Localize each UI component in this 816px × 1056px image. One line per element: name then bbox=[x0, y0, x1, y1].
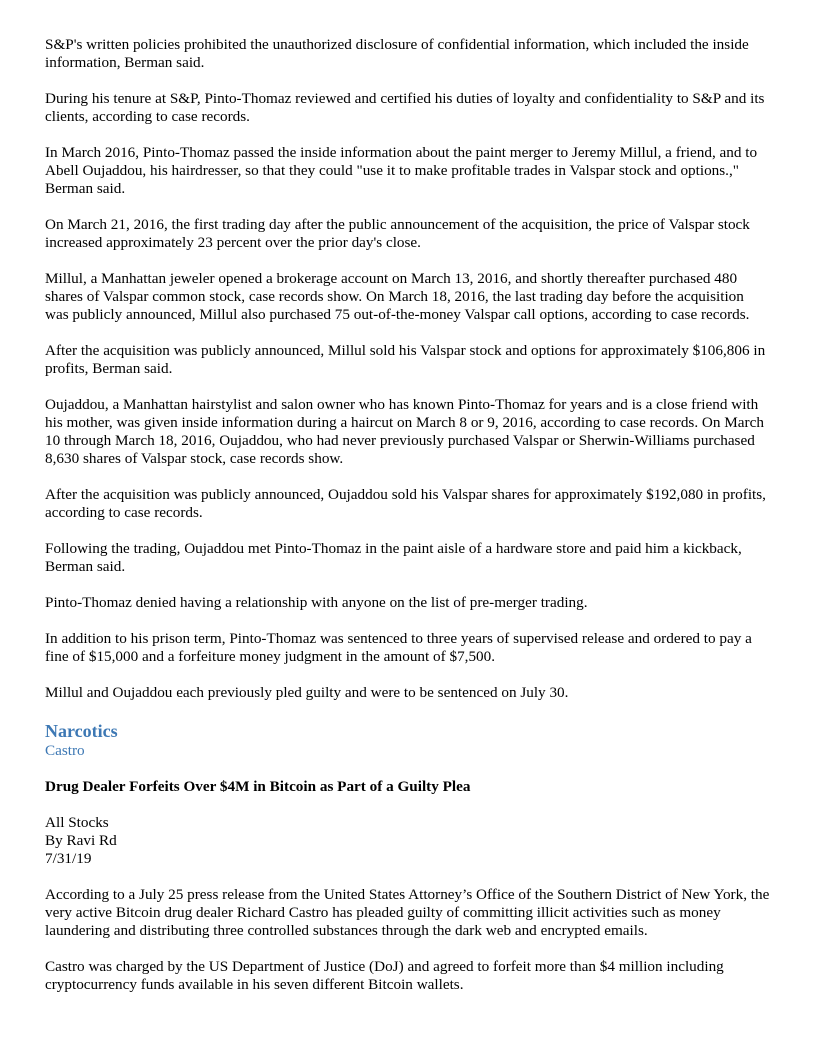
section-heading: Narcotics bbox=[45, 721, 118, 741]
paragraph: S&P's written policies prohibited the unauthorized disclosure of confidential information, which included the inside information, Berman said. bbox=[45, 36, 749, 71]
paragraph: Following the trading, Oujaddou met Pinto-Thomaz in the paint aisle of a hardware store and paid him a kickback, Berman said. bbox=[45, 540, 742, 575]
paragraph: On March 21, 2016, the first trading day after the public announcement of the acquisition, the price of Valspar stock increased approximately 23 percent over the prior day's close. bbox=[45, 216, 750, 251]
section-header bbox=[45, 720, 771, 760]
paragraph: Millul, a Manhattan jeweler opened a brokerage account on March 13, 2016, and shortly thereafter purchased 480 shares of Valspar common stock, case records show. On March 18, 2016, the last trading day before the acquisition was publicly announced, Millul also purchased 75 out-of-the-money Valspar call options, according to case records. bbox=[45, 270, 750, 323]
article bbox=[45, 778, 771, 994]
paragraph: According to a July 25 press release from the United States Attorney’s Office of the Southern District of New York, the very active Bitcoin drug dealer Richard Castro has pleaded guilty of committing illicit activities such as money laundering and distributing three controlled substances through the dark web and encrypted emails. bbox=[45, 886, 770, 939]
paragraph: Millul and Oujaddou each previously pled guilty and were to be sentenced on July 30. bbox=[45, 684, 569, 701]
article-source: All Stocks bbox=[45, 814, 109, 831]
paragraph: After the acquisition was publicly announced, Oujaddou sold his Valspar shares for approximately $192,080 in profits, according to case records. bbox=[45, 486, 766, 521]
section-subheading: Castro bbox=[45, 742, 85, 759]
paragraph: Oujaddou, a Manhattan hairstylist and salon owner who has known Pinto-Thomaz for years and is a close friend with his mother, was given inside information during a haircut on March 8 or 9, 2016, according to case records. On March 10 through March 18, 2016, Oujaddou, who had never previously purchased Valspar or Sherwin-Williams purchased 8,630 shares of Valspar stock, case records show. bbox=[45, 396, 764, 467]
paragraph: Castro was charged by the US Department of Justice (DoJ) and agreed to forfeit more than $4 million including cryptocurrency funds available in his seven different Bitcoin wallets. bbox=[45, 958, 724, 993]
article-title: Drug Dealer Forfeits Over $4M in Bitcoin as Part of a Guilty Plea bbox=[45, 778, 471, 795]
article-date: 7/31/19 bbox=[45, 850, 92, 867]
article-continuation bbox=[45, 36, 771, 702]
article-byline: By Ravi Rd bbox=[45, 832, 117, 849]
paragraph: After the acquisition was publicly announced, Millul sold his Valspar stock and options for approximately $106,806 in profits, Berman said. bbox=[45, 342, 766, 377]
article-meta bbox=[45, 814, 771, 868]
paragraph: During his tenure at S&P, Pinto-Thomaz reviewed and certified his duties of loyalty and confidentiality to S&P and its clients, according to case records. bbox=[45, 90, 765, 125]
paragraph: In addition to his prison term, Pinto-Thomaz was sentenced to three years of supervised release and ordered to pay a fine of $15,000 and a forfeiture money judgment in the amount of $7,500. bbox=[45, 630, 752, 665]
paragraph: Pinto-Thomaz denied having a relationship with anyone on the list of pre-merger trading. bbox=[45, 594, 588, 611]
paragraph: In March 2016, Pinto-Thomaz passed the inside information about the paint merger to Jeremy Millul, a friend, and to Abell Oujaddou, his hairdresser, so that they could "use it to make profitable trades in Valspar stock and options.," Berman said. bbox=[45, 144, 758, 197]
